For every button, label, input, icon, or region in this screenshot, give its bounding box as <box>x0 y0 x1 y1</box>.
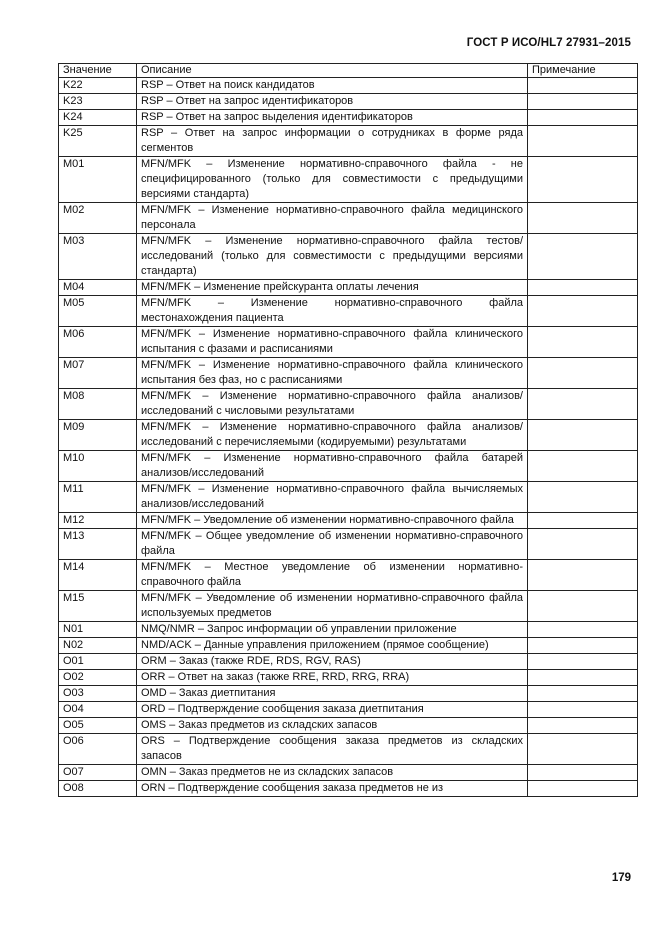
cell-note <box>528 765 638 781</box>
table-row <box>59 560 638 591</box>
cell-description: MFN/MFK – Изменение нормативно-справочного файла местонахождения пациента <box>137 296 528 327</box>
cell-description: ORM – Заказ (также RDE, RDS, RGV, RAS) <box>137 654 528 670</box>
table-row <box>59 234 638 280</box>
table-row <box>59 734 638 765</box>
table-row <box>59 327 638 358</box>
table-row <box>59 654 638 670</box>
cell-note <box>528 296 638 327</box>
cell-note <box>528 94 638 110</box>
cell-description: OMN – Заказ предметов не из складских запасов <box>137 765 528 781</box>
cell-value: O07 <box>59 765 137 781</box>
table-row <box>59 451 638 482</box>
table-row <box>59 94 638 110</box>
cell-value: M01 <box>59 157 137 203</box>
cell-note <box>528 702 638 718</box>
cell-description: MFN/MFK – Изменение прейскуранта оплаты лечения <box>137 280 528 296</box>
cell-description: MFN/MFK – Изменение нормативно-справочного файла клинического испытания с фазами и расписаниями <box>137 327 528 358</box>
cell-value: O02 <box>59 670 137 686</box>
table-row <box>59 765 638 781</box>
cell-description: MFN/MFK – Изменение нормативно-справочного файла батарей анализов/исследований <box>137 451 528 482</box>
cell-value: M04 <box>59 280 137 296</box>
cell-description: NMQ/NMR – Запрос информации об управлении приложение <box>137 622 528 638</box>
table-row <box>59 389 638 420</box>
cell-value: M05 <box>59 296 137 327</box>
cell-note <box>528 591 638 622</box>
cell-value: M08 <box>59 389 137 420</box>
cell-value: M06 <box>59 327 137 358</box>
cell-note <box>528 157 638 203</box>
cell-value: K24 <box>59 110 137 126</box>
table-row <box>59 203 638 234</box>
cell-value: O04 <box>59 702 137 718</box>
cell-description: MFN/MFK – Изменение нормативно-справочного файла - не специфицированного (только для совместимости с предыдущими версиями стандарта) <box>137 157 528 203</box>
cell-note <box>528 78 638 94</box>
column-header-description: Описание <box>137 64 528 78</box>
cell-description: MFN/MFK – Изменение нормативно-справочного файла клинического испытания без фаз, но с расписаниями <box>137 358 528 389</box>
cell-note <box>528 529 638 560</box>
table-row <box>59 638 638 654</box>
cell-note <box>528 638 638 654</box>
cell-value: M10 <box>59 451 137 482</box>
cell-value: M14 <box>59 560 137 591</box>
cell-value: O08 <box>59 781 137 797</box>
cell-note <box>528 358 638 389</box>
cell-note <box>528 234 638 280</box>
cell-description: OMD – Заказ диетпитания <box>137 686 528 702</box>
cell-value: M09 <box>59 420 137 451</box>
cell-value: M03 <box>59 234 137 280</box>
cell-note <box>528 560 638 591</box>
cell-value: N02 <box>59 638 137 654</box>
cell-description: MFN/MFK – Изменение нормативно-справочного файла медицинского персонала <box>137 203 528 234</box>
table-body <box>59 78 638 797</box>
cell-value: K22 <box>59 78 137 94</box>
cell-note <box>528 126 638 157</box>
cell-note <box>528 327 638 358</box>
cell-value: M07 <box>59 358 137 389</box>
table-row <box>59 280 638 296</box>
column-header-value: Значение <box>59 64 137 78</box>
cell-note <box>528 420 638 451</box>
cell-description: NMD/ACK – Данные управления приложением (прямое сообщение) <box>137 638 528 654</box>
cell-description: ORN – Подтверждение сообщения заказа предметов не из <box>137 781 528 797</box>
cell-description: ORD – Подтверждение сообщения заказа диетпитания <box>137 702 528 718</box>
cell-note <box>528 734 638 765</box>
cell-note <box>528 110 638 126</box>
cell-description: MFN/MFK – Изменение нормативно-справочного файла анализов/исследований с перечисляемыми (кодируемыми) результатами <box>137 420 528 451</box>
cell-description: OMS – Заказ предметов из складских запасов <box>137 718 528 734</box>
cell-note <box>528 451 638 482</box>
cell-description: ORS – Подтверждение сообщения заказа предметов из складских запасов <box>137 734 528 765</box>
table-row <box>59 781 638 797</box>
table-row <box>59 296 638 327</box>
cell-note <box>528 622 638 638</box>
column-header-note: Примечание <box>528 64 638 78</box>
cell-description: MFN/MFK – Уведомление об изменении нормативно-справочного файла используемых предметов <box>137 591 528 622</box>
document-header: ГОСТ Р ИСО/HL7 27931–2015 <box>466 37 631 49</box>
cell-description: MFN/MFK – Изменение нормативно-справочного файла вычисляемых анализов/исследований <box>137 482 528 513</box>
cell-description: RSP – Ответ на запрос выделения идентификаторов <box>137 110 528 126</box>
table-row <box>59 622 638 638</box>
cell-note <box>528 203 638 234</box>
table-row <box>59 718 638 734</box>
table-row <box>59 420 638 451</box>
cell-description: MFN/MFK – Уведомление об изменении нормативно-справочного файла <box>137 513 528 529</box>
cell-note <box>528 781 638 797</box>
cell-note <box>528 389 638 420</box>
table-row <box>59 591 638 622</box>
cell-note <box>528 670 638 686</box>
cell-value: K23 <box>59 94 137 110</box>
cell-value: M13 <box>59 529 137 560</box>
cell-note <box>528 513 638 529</box>
cell-value: O05 <box>59 718 137 734</box>
table-header-row <box>59 64 638 78</box>
cell-value: K25 <box>59 126 137 157</box>
table-row <box>59 358 638 389</box>
cell-value: M15 <box>59 591 137 622</box>
cell-value: O03 <box>59 686 137 702</box>
cell-note <box>528 686 638 702</box>
cell-description: ORR – Ответ на заказ (также RRE, RRD, RRG, RRA) <box>137 670 528 686</box>
table-row <box>59 686 638 702</box>
table-row <box>59 482 638 513</box>
cell-value: M02 <box>59 203 137 234</box>
table-row <box>59 529 638 560</box>
cell-description: RSP – Ответ на запрос информации о сотрудниках в форме ряда сегментов <box>137 126 528 157</box>
cell-value: M11 <box>59 482 137 513</box>
table-row <box>59 110 638 126</box>
cell-description: RSP – Ответ на поиск кандидатов <box>137 78 528 94</box>
cell-description: MFN/MFK – Местное уведомление об изменении нормативно-справочного файла <box>137 560 528 591</box>
cell-note <box>528 654 638 670</box>
cell-description: MFN/MFK – Изменение нормативно-справочного файла тестов/исследований (только для совместимости с предыдущими версиями стандарта) <box>137 234 528 280</box>
cell-value: M12 <box>59 513 137 529</box>
table-row <box>59 78 638 94</box>
table-row <box>59 670 638 686</box>
table-row <box>59 126 638 157</box>
cell-description: MFN/MFK – Общее уведомление об изменении нормативно-справочного файла <box>137 529 528 560</box>
cell-value: O06 <box>59 734 137 765</box>
table-row <box>59 702 638 718</box>
page-number: 179 <box>611 872 631 884</box>
cell-value: N01 <box>59 622 137 638</box>
cell-note <box>528 482 638 513</box>
cell-note <box>528 280 638 296</box>
cell-description: RSP – Ответ на запрос идентификаторов <box>137 94 528 110</box>
table-row <box>59 157 638 203</box>
cell-note <box>528 718 638 734</box>
cell-value: O01 <box>59 654 137 670</box>
table-row <box>59 513 638 529</box>
cell-description: MFN/MFK – Изменение нормативно-справочного файла анализов/исследований с числовыми результатами <box>137 389 528 420</box>
codes-table <box>58 63 638 797</box>
